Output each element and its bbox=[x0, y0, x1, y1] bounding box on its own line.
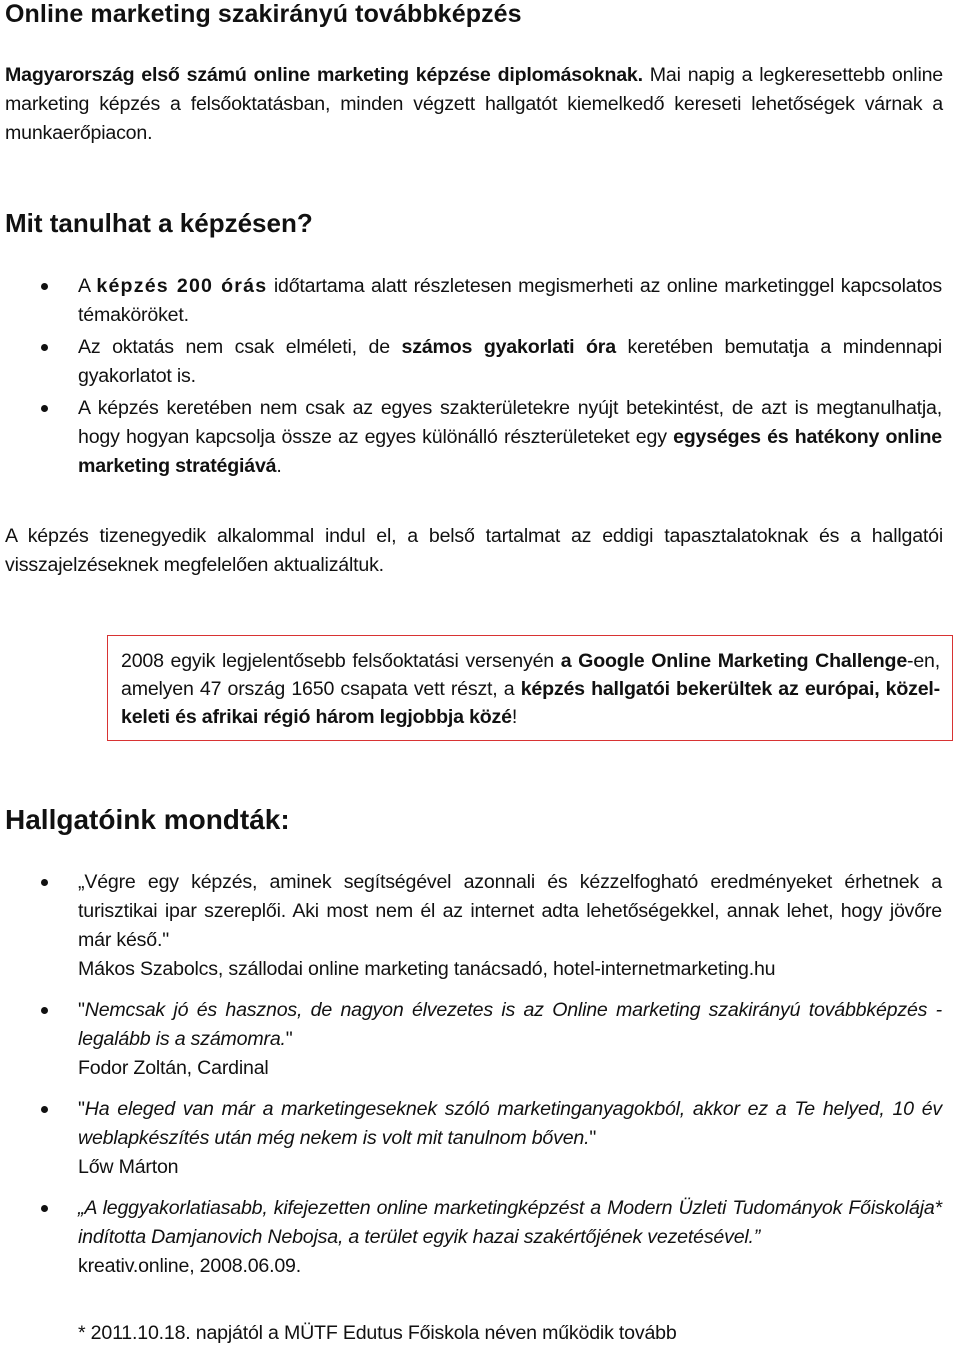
list-item: Az oktatás nem csak elméleti, de számos gyakorlati óra keretében bemutatja a mindennapi gyakorlatot is. bbox=[0, 333, 942, 391]
testimonial-author: Lőw Márton bbox=[78, 1156, 179, 1178]
testimonial-author: Mákos Szabolcs, szállodai online marketing tanácsadó, hotel-internetmarketing.hu bbox=[78, 958, 776, 980]
section-heading-testimonials: Hallgatóink mondták: bbox=[5, 804, 290, 835]
testimonial-quote: Ha eleged van már a marketingeseknek szóló marketinganyagokból, akkor ez a Te helyed, 10 év weblapkészítés után még nekem is volt mit tanulnom bőven. bbox=[78, 1098, 942, 1149]
bullet-icon bbox=[41, 283, 48, 290]
testimonial-quote: Nemcsak jó és hasznos, de nagyon élvezetes is az Online marketing szakirányú továbbképzés - legalább is a számomra. bbox=[78, 999, 942, 1050]
list-item: A képzés 200 órás időtartama alatt részletesen megismerheti az online marketinggel kapcsolatos témaköröket. bbox=[0, 272, 942, 330]
bullet-icon bbox=[41, 344, 48, 351]
learn-bullet-list bbox=[0, 272, 942, 481]
bullet-icon bbox=[41, 1205, 48, 1212]
page-title: Online marketing szakirányú továbbképzés bbox=[5, 0, 522, 28]
intro-paragraph bbox=[5, 61, 943, 148]
update-paragraph: A képzés tizenegyedik alkalommal indul el, a belső tartalmat az eddigi tapasztalatoknak és a hallgatói visszajelzéseknek megfelelően aktualizáltuk. bbox=[5, 525, 943, 576]
testimonial-item bbox=[0, 868, 942, 984]
testimonial-quote: „A leggyakorlatiasabb, kifejezetten online marketingképzést a Modern Üzleti Tudományok Főiskolája* indította Damjanovich Nebojsa, a terület egyik hazai szakértőjének vezetésével.” bbox=[78, 1197, 942, 1248]
testimonial-item: "Nemcsak jó és hasznos, de nagyon élvezetes is az Online marketing szakirányú továbbképzés - legalább is a számomra." Fodor Zoltán, Cardinal bbox=[0, 996, 942, 1083]
testimonial-list bbox=[0, 868, 942, 1281]
bullet-icon bbox=[41, 1106, 48, 1113]
testimonial-author: kreativ.online, 2008.06.09. bbox=[78, 1255, 301, 1277]
footnote: * 2011.10.18. napjától a MÜTF Edutus Főiskola néven működik tovább bbox=[78, 1322, 677, 1344]
bullet-icon bbox=[41, 879, 48, 886]
section-heading-learn: Mit tanulhat a képzésen? bbox=[5, 208, 313, 238]
list-item: A képzés keretében nem csak az egyes szakterületekre nyújt betekintést, de azt is megtanulhatja, hogy hogyan kapcsolja össze az egyes különálló részterületeket egy egységes és hatékony online marketing stratégiává. bbox=[0, 394, 942, 481]
intro-bold: Magyarország első számú online marketing képzése diplomásoknak. bbox=[5, 64, 643, 86]
bullet-icon bbox=[41, 405, 48, 412]
testimonial-author: Fodor Zoltán, Cardinal bbox=[78, 1057, 269, 1079]
highlight-box: 2008 egyik legjelentősebb felsőoktatási versenyén a Google Online Marketing Challenge-en, amelyen 47 ország 1650 csapata vett részt, a képzés hallgatói bekerültek az európai, közel-keleti és afrikai régió három legjobbja közé! bbox=[107, 635, 953, 741]
testimonial-item: "Ha eleged van már a marketingeseknek szóló marketinganyagokból, akkor ez a Te helyed, 10 év weblapkészítés után még nekem is volt mit tanulnom bőven." Lőw Márton bbox=[0, 1095, 942, 1182]
intro-text: Mai napig a legkeresettebb online marketing képzés a felsőoktatásban, minden végzett hallgatót kiemelkedő kereseti lehetőségek várnak a munkaerőpiacon. bbox=[5, 64, 943, 144]
testimonial-item bbox=[0, 1194, 942, 1281]
bullet-icon bbox=[41, 1007, 48, 1014]
testimonial-quote: „Végre egy képzés, aminek segítségével azonnali és kézzelfogható eredményeket érhetnek a turisztikai ipar szereplői. Aki most nem él az internet adta lehetőségekkel, annak lehet, hogy jövőre már késő." bbox=[78, 871, 942, 951]
